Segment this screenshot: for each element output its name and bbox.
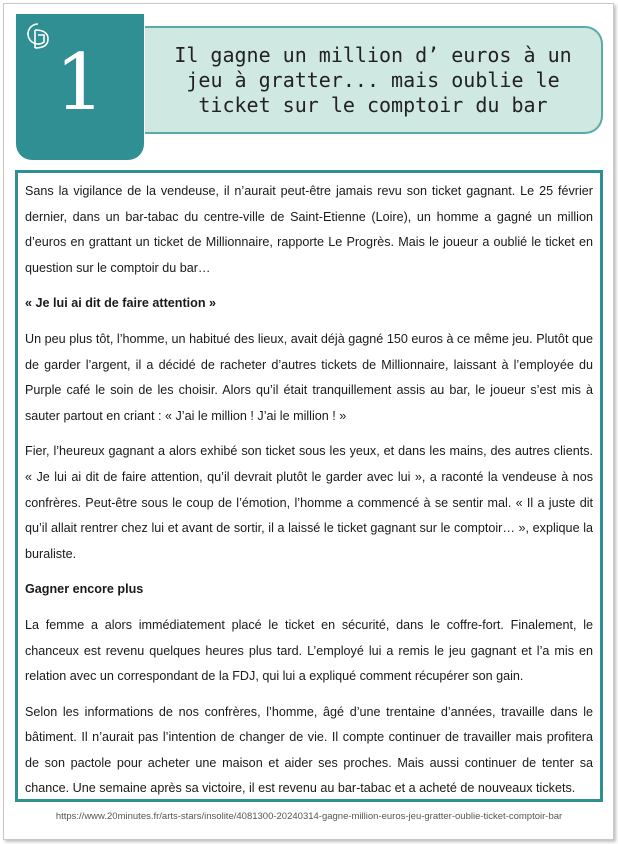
- article-body: [15, 170, 603, 802]
- section-heading: « Je lui ai dit de faire attention »: [25, 296, 217, 311]
- article-title: Il gagne un million d’ euros à un jeu à gratter... mais oublie le ticket sur le comptoir du bar: [174, 42, 572, 117]
- paragraph: Fier, l’heureux gagnant a alors exhibé son ticket sous les yeux, et dans les mains, des autres clients. « Je lui ai dit de faire attention, qu’il devrait plutôt le garder avec lui », a raconté la vendeuse à nos confrères. Peut-être sous le coup de l’émotion, l’homme a commencé à se sentir mal. « Il a juste dit qu’il allait rentrer chez lui et avant de sortir, il a laissé le ticket gagnant sur le comptoir… », explique la buraliste.: [25, 444, 593, 561]
- paragraph: Sans la vigilance de la vendeuse, il n’aurait peut-être jamais revu son ticket gagnant. Le 25 février dernier, dans un bar-tabac du centre-ville de Saint-Etienne (Loire), un homme a gagné un million d’euros en grattant un ticket de Millionnaire, rapporte Le Progrès. Mais le joueur a oublié le ticket en question sur le comptoir du bar…: [25, 184, 593, 275]
- source-link[interactable]: https://www.20minutes.fr/arts-stars/insolite/4081300-20240314-gagne-million-euros-jeu-gratter-oublie-ticket-comptoir-bar: [55, 811, 563, 822]
- article-number: 1: [55, 38, 105, 128]
- paragraph: La femme a alors immédiatement placé le ticket en sécurité, dans le coffre-fort. Finalement, le chanceux est revenu quelques heures plus tard. L’employé lui a remis le jeu gagnant et l’a mis en relation avec un correspondant de la FDJ, qui lui a expliqué comment récupérer son gain.: [25, 617, 593, 684]
- paragraph: Un peu plus tôt, l’homme, un habitué des lieux, avait déjà gagné 150 euros à ce même jeu. Plutôt que de garder l’argent, il a décidé de racheter d’autres tickets de Millionnaire, laissant à l’employée du Purple café le soin de les choisir. Alors qu’il était tranquillement assis au bar, le joueur s’est mis à sauter partout en criant : « J’ai le million ! J’ai le million ! »: [25, 331, 593, 423]
- number-badge: [16, 14, 144, 160]
- paragraph: Selon les informations de nos confrères, l’homme, âgé d’une trentaine d’années, travaille dans le bâtiment. Il n’aurait pas l’intention de changer de vie. Il compte continuer de travailler mais profitera de son pactole pour acheter une maison et aider ses proches. Mais aussi continuer de tenter sa chance. Une semaine après sa victoire, il est revenu au bar-tabac et a acheté de nouveaux tickets.: [25, 704, 593, 796]
- title-box: [145, 26, 603, 134]
- section-heading: Gagner encore plus: [25, 582, 144, 597]
